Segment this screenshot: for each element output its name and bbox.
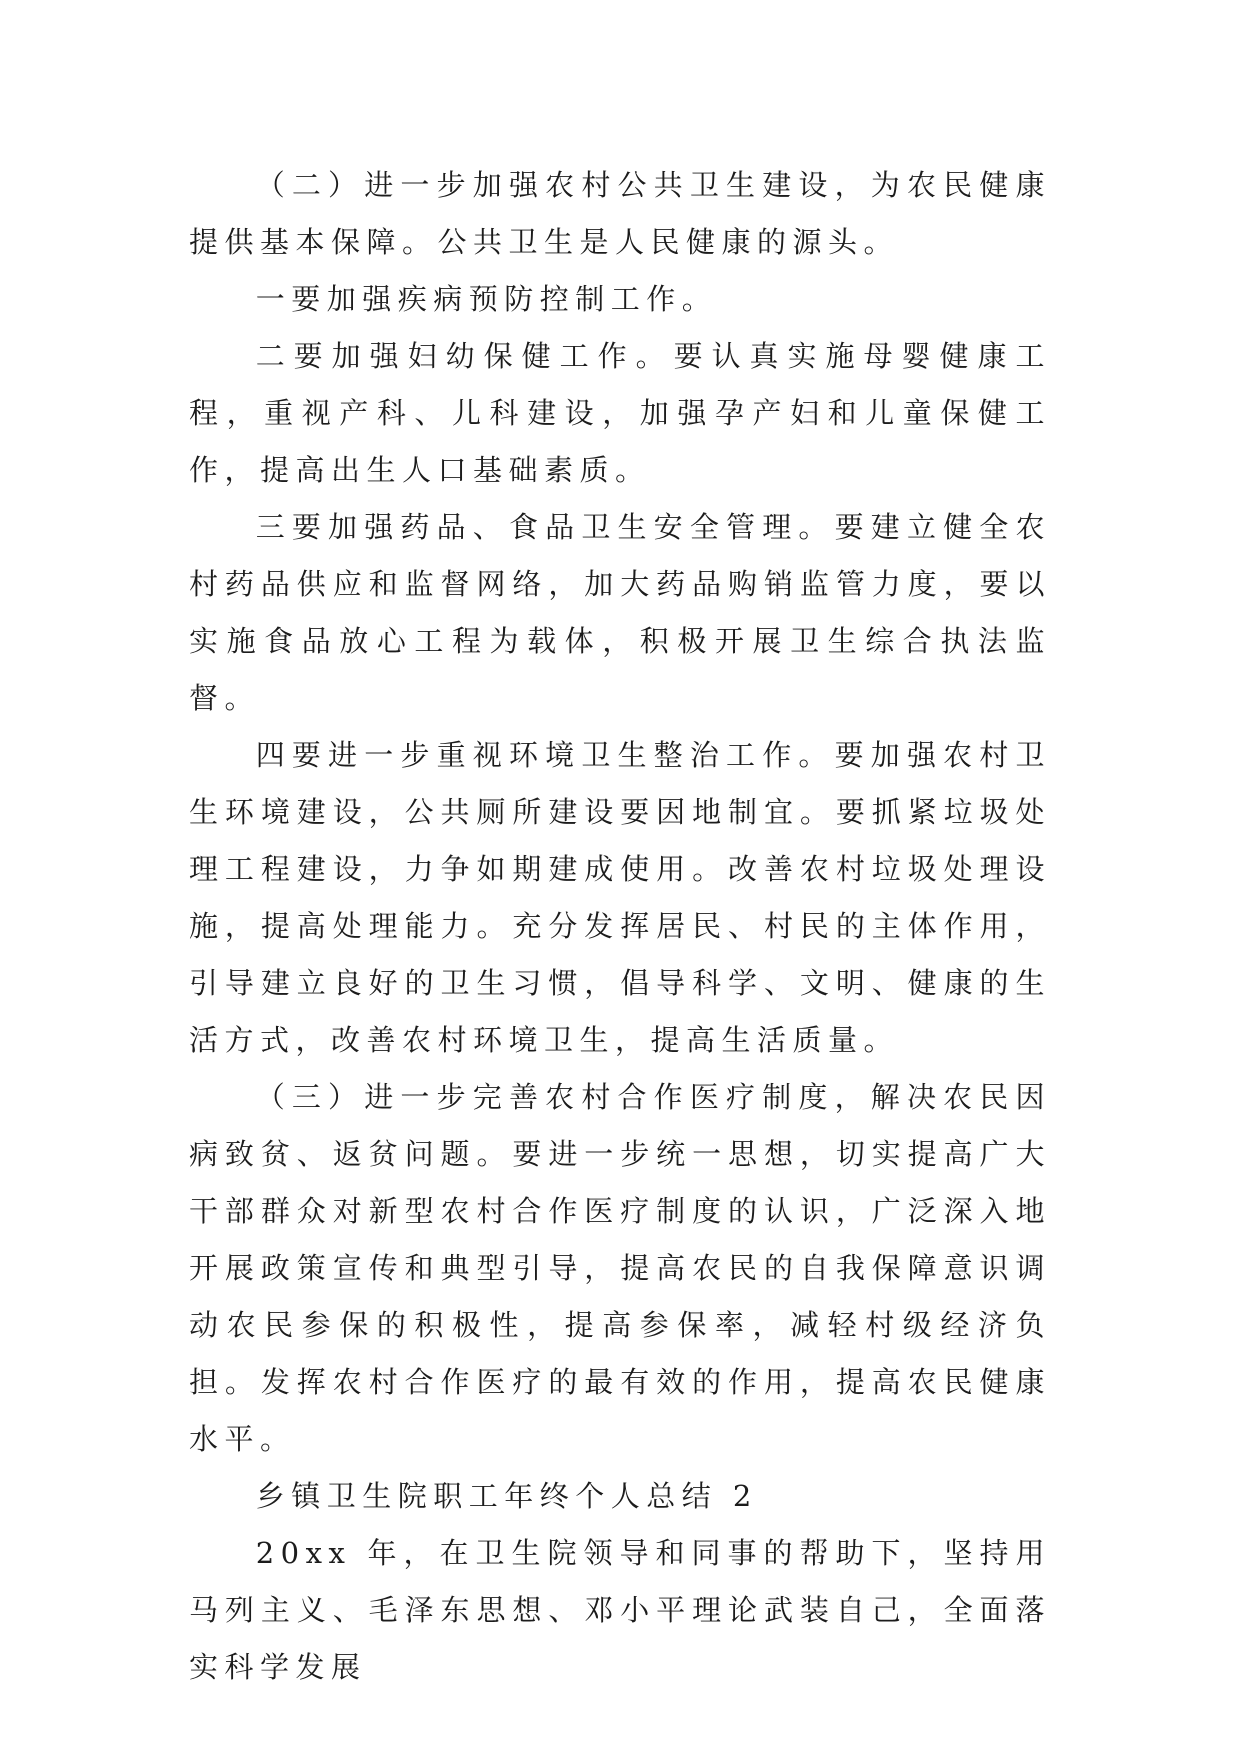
- paragraph-maternal-child-health: 二要加强妇幼保健工作。要认真实施母婴健康工程，重视产科、儿科建设，加强孕产妇和儿童保健工作，提高出生人口基础素质。: [189, 339, 1051, 487]
- section-heading-summary-2: 乡镇卫生院职工年终个人总结 2: [255, 1479, 758, 1513]
- paragraph-environmental-health: 四要进一步重视环境卫生整治工作。要加强农村卫生环境建设，公共厕所建设要因地制宜。要抓紧垃圾处理工程建设，力争如期建成使用。改善农村垃圾处理设施，提高处理能力。充分发挥居民、村民的主体作用，引导建立良好的卫生习惯，倡导科学、文明、健康的生活方式，改善农村环境卫生，提高生活质量。: [189, 738, 1051, 1057]
- paragraph-summary-intro: 20xx 年，在卫生院领导和同事的帮助下，坚持用马列主义、毛泽东思想、邓小平理论武装自己，全面落实科学发展: [189, 1536, 1051, 1684]
- paragraph-disease-prevention: 一要加强疾病预防控制工作。: [255, 282, 718, 316]
- document-body: [189, 157, 1051, 1696]
- paragraph-public-health: （二）进一步加强农村公共卫生建设，为农民健康提供基本保障。公共卫生是人民健康的源头。: [189, 168, 1051, 259]
- paragraph-drug-food-safety: 三要加强药品、食品卫生安全管理。要建立健全农村药品供应和监督网络，加大药品购销监管力度，要以实施食品放心工程为载体，积极开展卫生综合执法监督。: [189, 510, 1051, 715]
- paragraph-cooperative-medical: （三）进一步完善农村合作医疗制度，解决农民因病致贫、返贫问题。要进一步统一思想，切实提高广大干部群众对新型农村合作医疗制度的认识，广泛深入地开展政策宣传和典型引导，提高农民的自我保障意识调动农民参保的积极性，提高参保率，减轻村级经济负担。发挥农村合作医疗的最有效的作用，提高农民健康水平。: [189, 1080, 1051, 1456]
